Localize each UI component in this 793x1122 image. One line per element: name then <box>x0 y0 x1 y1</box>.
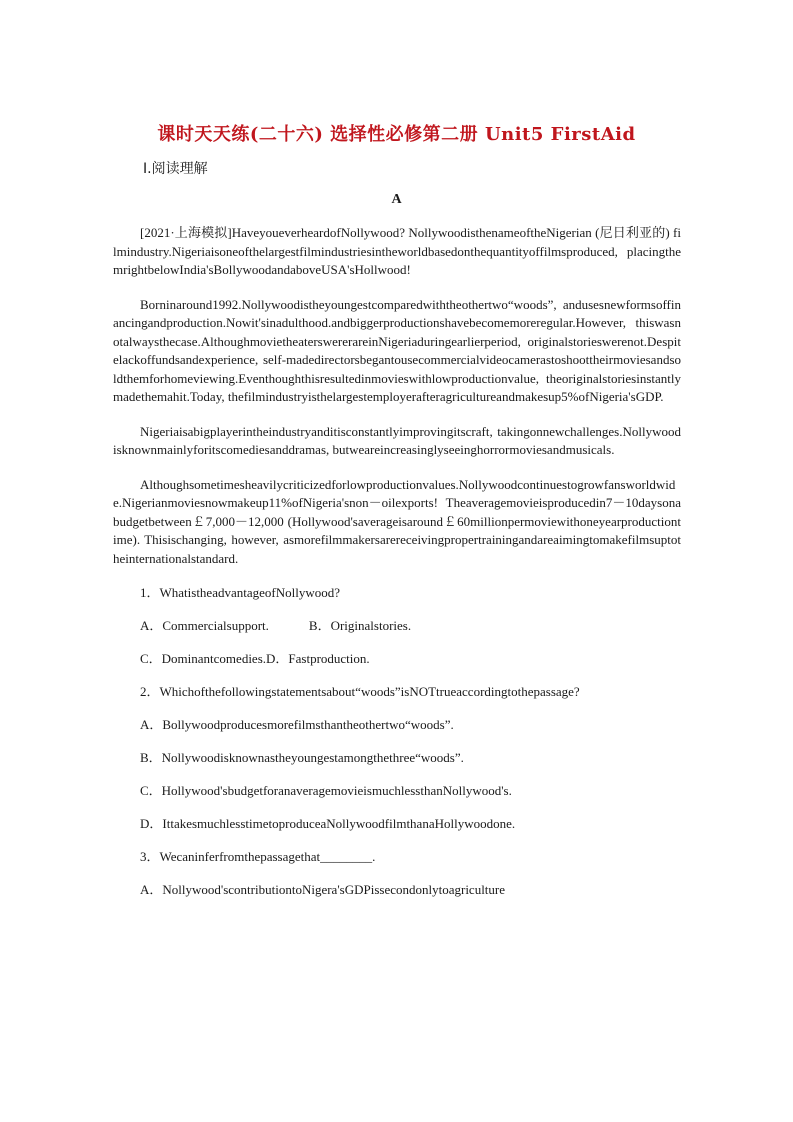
option-c: C．Hollywood'sbudgetforanaveragemovieismuchlessthanNollywood's. <box>140 783 512 798</box>
paragraph-4: Althoughsometimesheavilycriticizedforlowproductionvalues.Nollywoodcontinuestogrowfansworldwide.Nigerianmoviesnowmakeup11%ofNigeria'snon－oilexports! Theaveragemovieisproducedin7－10daysonabudgetbetween￡7,000－12,000 (Hollywood'saverageisaround￡60millionpermoviewithoneyearproductiontime). Thisischanging, however, asmorefilmmakersarereceivingpropertrainingandareaimingtomakefilmsuptotheinternationalstandard. <box>113 476 681 566</box>
option-d: D．IttakesmuchlesstimetoproduceaNollywoodfilmthanaHollywoodone. <box>140 816 516 831</box>
question-stem: 2．Whichofthefollowingstatementsabout“woods”isNOTtrueaccordingtothepassage? <box>140 684 580 699</box>
option-a: A．Bollywoodproducesmorefilmsthantheothertwo“woods”. <box>140 717 454 732</box>
question-3 <box>113 848 681 900</box>
question-stem: 1．WhatistheadvantageofNollywood? <box>140 585 340 600</box>
option-row <box>140 650 681 669</box>
question-1 <box>113 584 681 669</box>
paragraph-1: [2021·上海模拟]HaveyoueverheardofNollywood? NollywoodisthenameoftheNigerian (尼日利亚的) filmindustry.Nigeriaisoneofthelargestfilmindustriesintheworldbasedonthequantityoffilmsproduced, placingthemrightbelowIndia'sBollywoodandaboveUSA'sHollwood! <box>113 225 681 277</box>
paragraph-3: Nigeriaisabigplayerintheindustryanditisconstantlyimprovingitscraft, takingonnewchallenges.Nollywoodisknownmainlyforitscomediesanddramas, butweareincreasinglyseeinghorrormoviesandmusicals. <box>113 423 681 457</box>
option-d: D．Fastproduction. <box>266 651 370 666</box>
option-a: A．Nollywood'scontributiontoNigera'sGDPissecondonlytoagriculture <box>140 882 506 897</box>
passage-body <box>113 224 681 914</box>
option-row <box>140 617 681 636</box>
option-c: C．Dominantcomedies. <box>140 651 267 666</box>
option-b: B．Originalstories. <box>308 618 412 633</box>
question-2 <box>113 683 681 834</box>
option-b: B．Nollywoodisknownastheyoungestamongthethree“woods”. <box>140 750 464 765</box>
option-a: A．Commercialsupport. <box>140 618 269 633</box>
page-title: 课时天天练(二十六) 选择性必修第二册 Unit5 FirstAid <box>157 124 636 145</box>
passage-label: A <box>391 192 402 207</box>
section-heading: Ⅰ.阅读理解 <box>143 161 208 177</box>
paragraph-2: Borninaround1992.Nollywoodistheyoungestcomparedwiththeothertwo“woods”, andusesnewformsoffinancingandproduction.Nowit'sinadulthood.andbiggerproductionshavebecomemoreregular.However, thiswasnotalwaysthecase.AlthoughmovietheaterswererareinNigeriaduringearlierperiod, originalstorieswerenot.Despitelackoffundsandexperience, self-madedirectorsbegantousecommercialvideocamerastoshoottheirmoviesandsoldthemforhomeviewing.Eventhoughthisresultedinmovieswithlowproductionvalue, theoriginalstoriesinstantlymadethemahit.Today, thefilmindustryisthelargestemployerafteragricultureandmakesup5%ofNigeria'sGDP. <box>113 296 681 404</box>
question-stem: 3．Wecaninferfromthepassagethat________. <box>140 849 376 864</box>
